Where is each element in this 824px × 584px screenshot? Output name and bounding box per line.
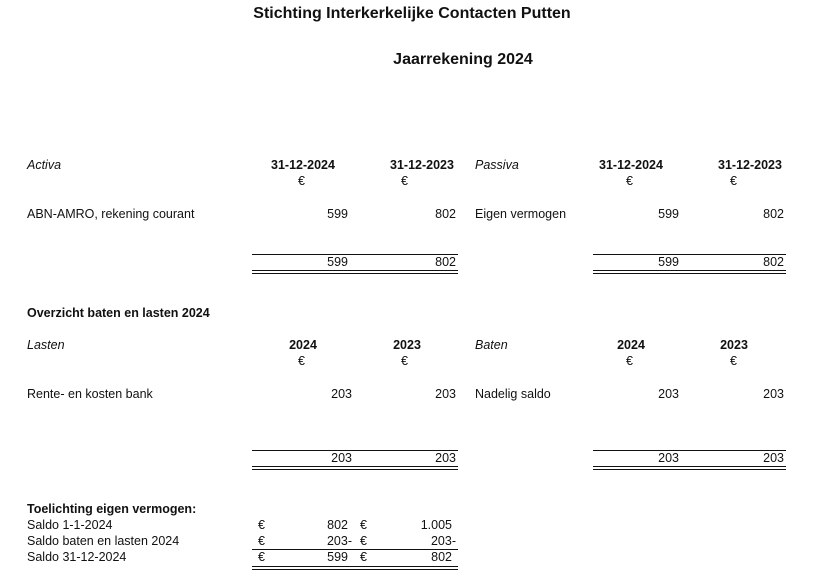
activa-item-value-2023: 802: [435, 207, 456, 221]
notes-row-value-1: 802: [327, 518, 348, 532]
baten-item-label: Nadelig saldo: [475, 387, 551, 401]
notes-row-currency: €: [360, 518, 367, 532]
notes-row-label: Saldo 1-1-2024: [27, 518, 113, 532]
lasten-col2-header: 2023: [393, 338, 421, 352]
baten-total-2023: 203: [763, 451, 784, 465]
organization-title: Stichting Interkerkelijke Contacten Putten: [253, 5, 571, 22]
notes-row-value-2: 802: [431, 550, 452, 564]
notes-title: Toelichting eigen vermogen:: [27, 502, 197, 516]
activa-total-2024: 599: [327, 255, 348, 269]
notes-total-rule-2: [252, 569, 458, 570]
lasten-col2-currency: €: [401, 354, 408, 368]
page-title: Jaarrekening 2024: [393, 51, 533, 68]
activa-col2-currency: €: [401, 174, 408, 188]
lasten-col1-currency: €: [298, 354, 305, 368]
passiva-label: Passiva: [475, 158, 519, 172]
activa-total-rule-bottom-1: [252, 270, 458, 271]
lasten-total-2024: 203: [331, 451, 352, 465]
lasten-total-rule-bottom-1: [252, 466, 458, 467]
passiva-col1-currency: €: [626, 174, 633, 188]
activa-col1-currency: €: [298, 174, 305, 188]
baten-item-value-2024: 203: [658, 387, 679, 401]
baten-label: Baten: [475, 338, 508, 352]
notes-row-value-2: 1.005: [420, 518, 452, 532]
activa-col2-header: 31-12-2023: [390, 158, 454, 172]
baten-item-value-2023: 203: [763, 387, 784, 401]
notes-row-currency: €: [258, 550, 265, 564]
passiva-total-2023: 802: [763, 255, 784, 269]
baten-col1-currency: €: [626, 354, 633, 368]
lasten-col1-header: 2024: [289, 338, 317, 352]
notes-row-value-1: 599: [327, 550, 348, 564]
activa-col1-header: 31-12-2024: [271, 158, 335, 172]
baten-total-rule-bottom-1: [593, 466, 786, 467]
activa-total-2023: 802: [435, 255, 456, 269]
notes-row-currency: €: [258, 518, 265, 532]
passiva-item-label: Eigen vermogen: [475, 207, 567, 221]
lasten-item-value-2024: 203: [331, 387, 352, 401]
passiva-total-2024: 599: [658, 255, 679, 269]
passiva-total-rule-bottom-2: [593, 273, 786, 274]
overview-title: Overzicht baten en lasten 2024: [27, 306, 210, 320]
baten-total-2024: 203: [658, 451, 679, 465]
notes-row-currency: €: [360, 534, 367, 548]
notes-row-currency: €: [360, 550, 367, 564]
passiva-col2-currency: €: [730, 174, 737, 188]
notes-row-label: Saldo baten en lasten 2024: [27, 534, 180, 548]
activa-total-rule-bottom-2: [252, 273, 458, 274]
baten-col1-header: 2024: [617, 338, 645, 352]
activa-item-value-2024: 599: [327, 207, 348, 221]
passiva-item-value-2023: 802: [763, 207, 784, 221]
lasten-item-value-2023: 203: [435, 387, 456, 401]
notes-row-value-2: 203-: [430, 534, 456, 548]
lasten-total-rule-bottom-2: [252, 469, 458, 470]
passiva-total-rule-bottom-1: [593, 270, 786, 271]
baten-col2-currency: €: [730, 354, 737, 368]
baten-col2-header: 2023: [720, 338, 748, 352]
notes-row-currency: €: [258, 534, 265, 548]
passiva-col1-header: 31-12-2024: [599, 158, 663, 172]
passiva-col2-header: 31-12-2023: [718, 158, 782, 172]
lasten-item-label: Rente- en kosten bank: [27, 387, 153, 401]
passiva-item-value-2024: 599: [658, 207, 679, 221]
notes-row-value-1: 203-: [326, 534, 352, 548]
lasten-total-2023: 203: [435, 451, 456, 465]
baten-total-rule-bottom-2: [593, 469, 786, 470]
activa-item-label: ABN-AMRO, rekening courant: [27, 207, 195, 221]
notes-row-label: Saldo 31-12-2024: [27, 550, 127, 564]
activa-label: Activa: [27, 158, 62, 172]
notes-total-rule-1: [252, 566, 458, 567]
lasten-label: Lasten: [27, 338, 65, 352]
